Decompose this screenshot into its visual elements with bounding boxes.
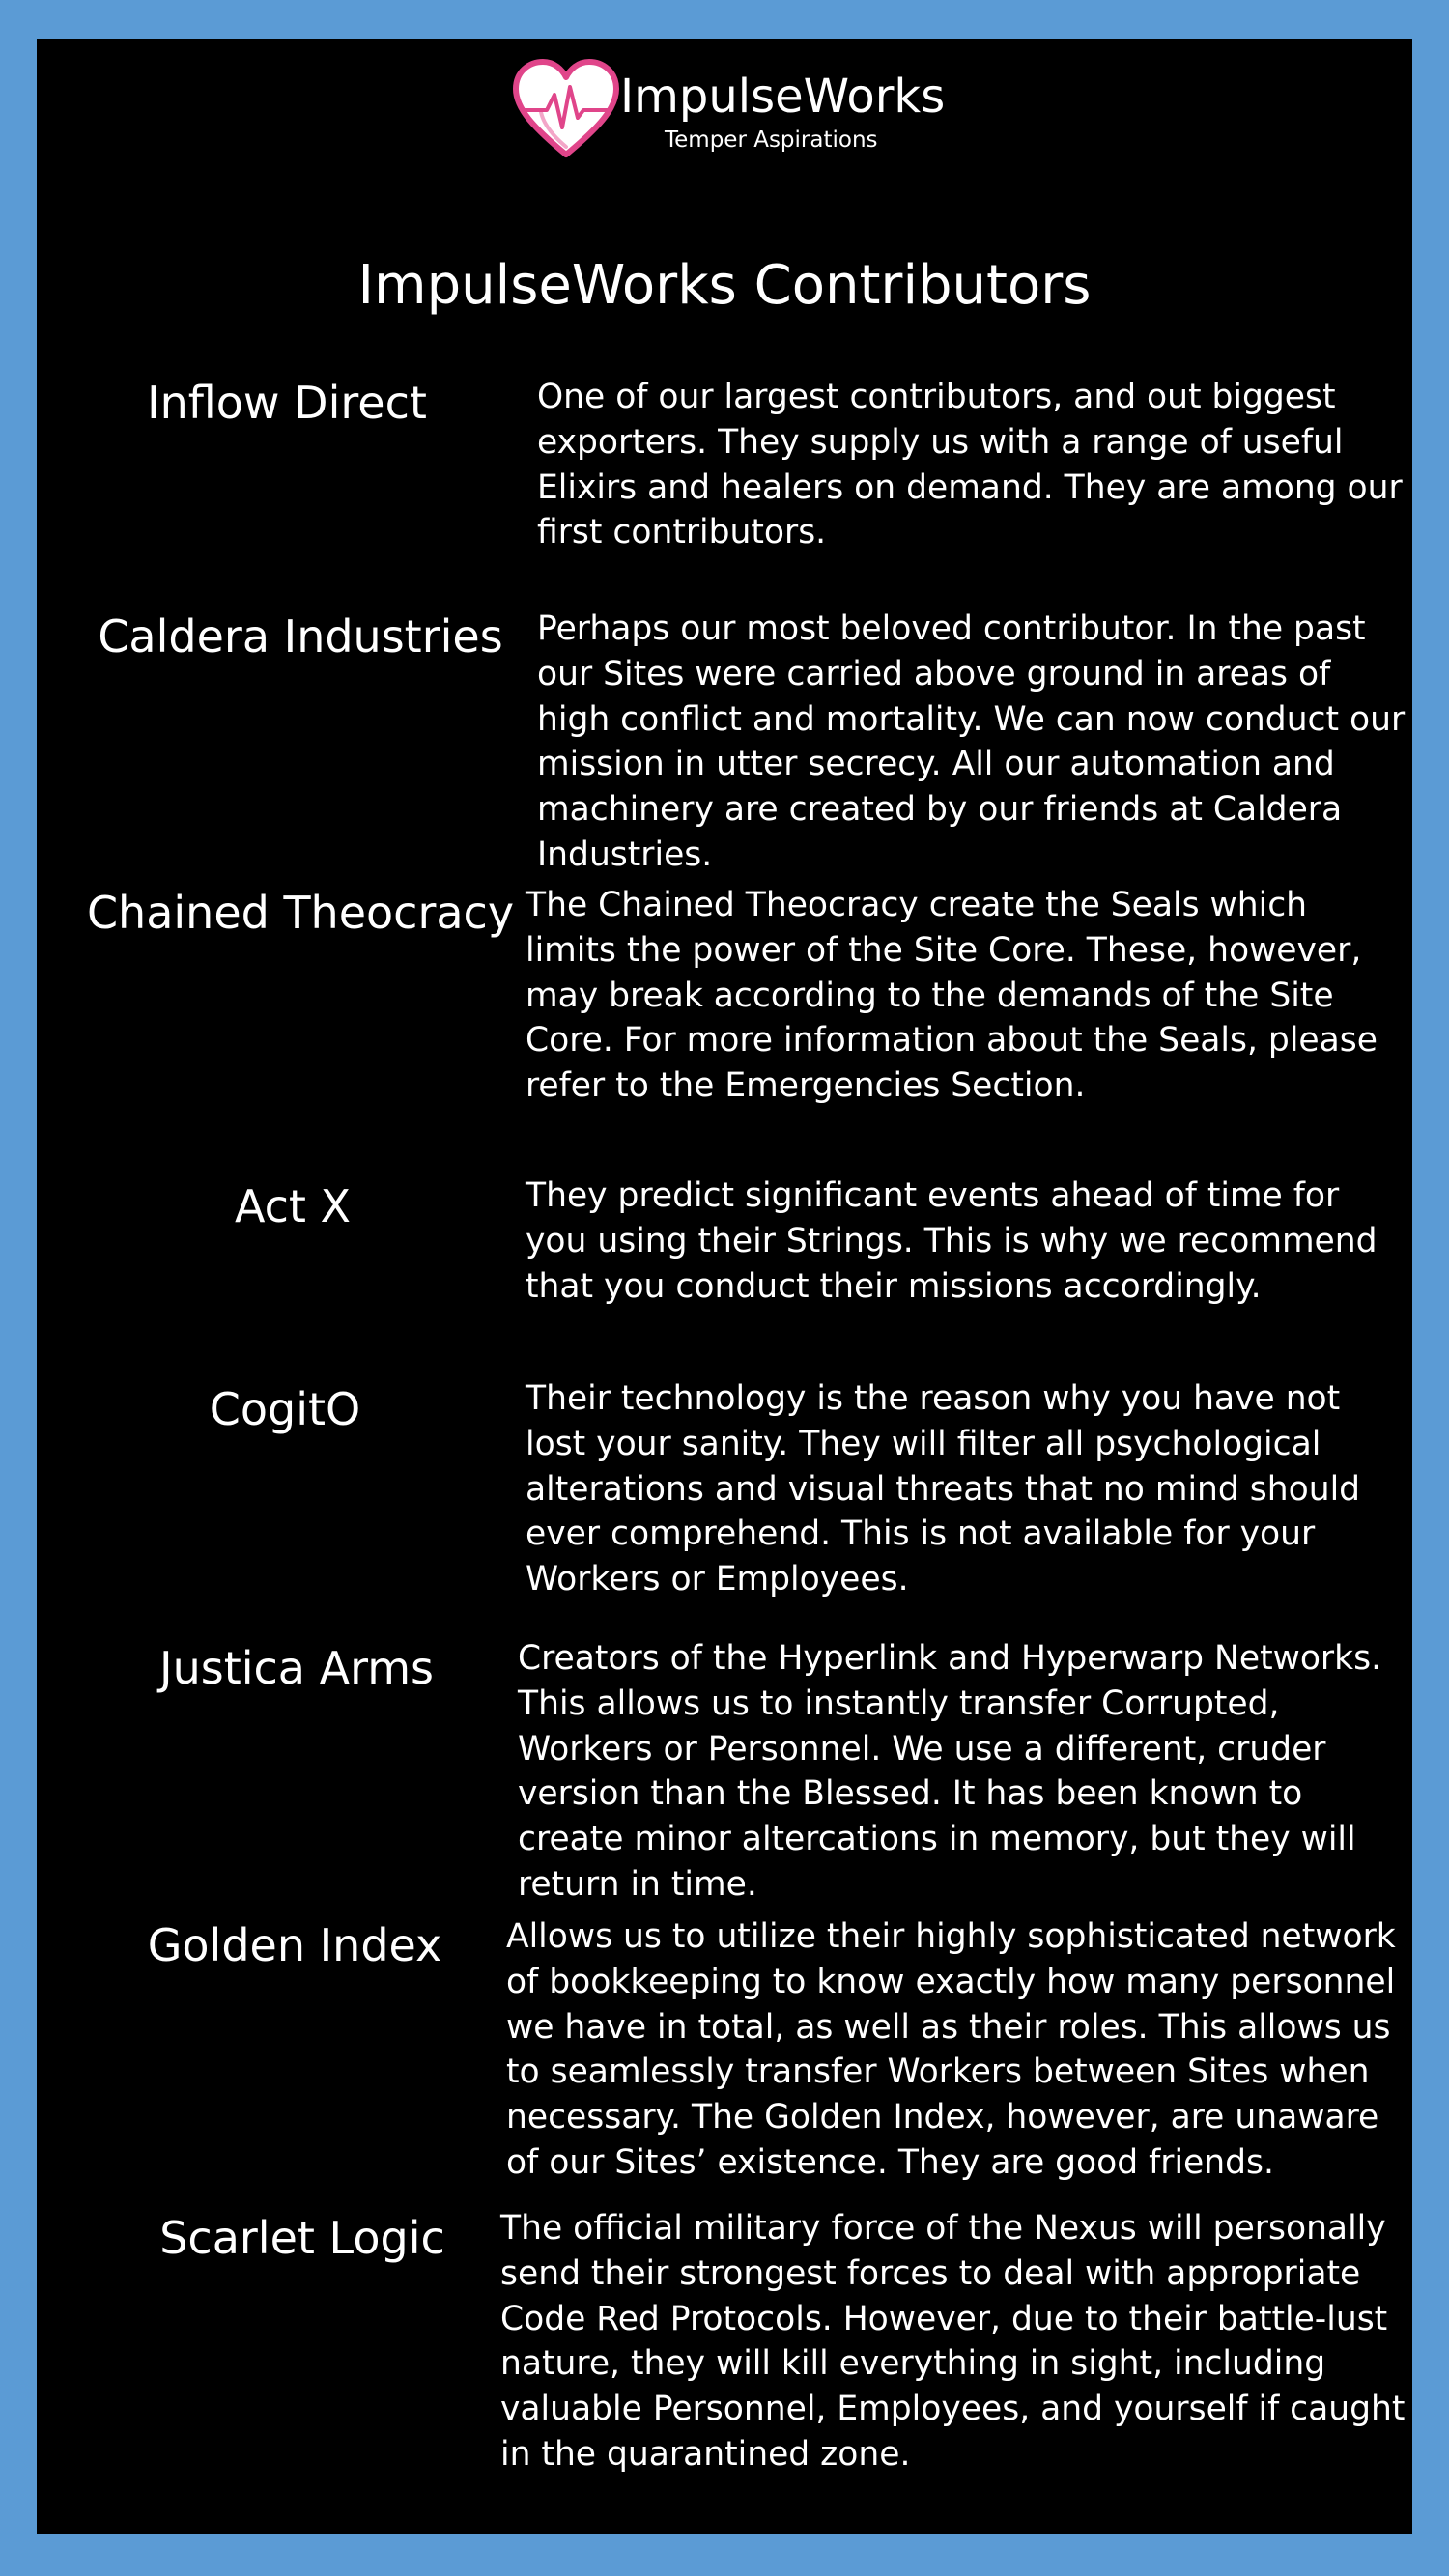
contributor-name: Inflow Direct: [147, 377, 427, 429]
contributor-description: One of our largest contributors, and out biggest exporters. They supply us with a range of useful Elixirs and healers on demand. They are among our first contributors.: [537, 378, 1403, 552]
contributor-name: CogitO: [209, 1383, 361, 1435]
contributor-name: Scarlet Logic: [159, 2212, 445, 2264]
logo-tagline: Temper Aspirations: [665, 127, 878, 153]
contributor-description: Their technology is the reason why you have not lost your sanity. They will filter all psychological alterations and visual threats that no mind should ever comprehend. This is not available for your Workers or Employees.: [526, 1379, 1361, 1599]
contributor-name: Golden Index: [147, 1919, 442, 1971]
page-title: ImpulseWorks Contributors: [357, 254, 1092, 317]
contributor-description: Perhaps our most beloved contributor. In the past our Sites were carried above ground in areas of high conflict and mortality. We can now conduct our mission in utter secrecy. All our automation and machinery are created by our friends at Caldera Industries.: [537, 609, 1406, 874]
heart-pulse-icon: [512, 58, 620, 162]
logo-name: ImpulseWorks: [620, 70, 946, 124]
contributor-name: Justica Arms: [159, 1642, 434, 1694]
contributor-name: Caldera Industries: [98, 610, 503, 663]
contributor-name: Act X: [234, 1180, 352, 1232]
contributor-description: The Chained Theocracy create the Seals which limits the power of the Site Core. These, however, may break according to the demands of the Site Core. For more information about the Seals, please refer to the Emergencies Section.: [526, 886, 1378, 1106]
company-logo: [512, 58, 976, 164]
contributor-description: They predict significant events ahead of time for you using their Strings. This is why we recommend that you conduct their missions accordingly.: [526, 1176, 1378, 1306]
contributor-name: Chained Theocracy: [86, 887, 515, 939]
contributor-description: The official military force of the Nexus will personally send their strongest forces to deal with appropriate Code Red Protocols. However, due to their battle-lust nature, they will kill everything in sight, including valuable Personnel, Employees, and yourself if caught in the quarantined zone.: [500, 2209, 1406, 2474]
contributor-description: Allows us to utilize their highly sophisticated network of bookkeeping to know exactly how many personnel we have in total, as well as their roles. This allows us to seamlessly transfer Workers between Sites when necessary. The Golden Index, however, are unaware of our Sites’ existence. They are good friends.: [506, 1917, 1396, 2182]
contributors-panel: [37, 39, 1412, 2534]
contributor-description: Creators of the Hyperlink and Hyperwarp Networks. This allows us to instantly transfer Corrupted, Workers or Personnel. We use a different, cruder version than the Blessed. It has been known to create minor altercations in memory, but they will return in time.: [518, 1639, 1382, 1904]
